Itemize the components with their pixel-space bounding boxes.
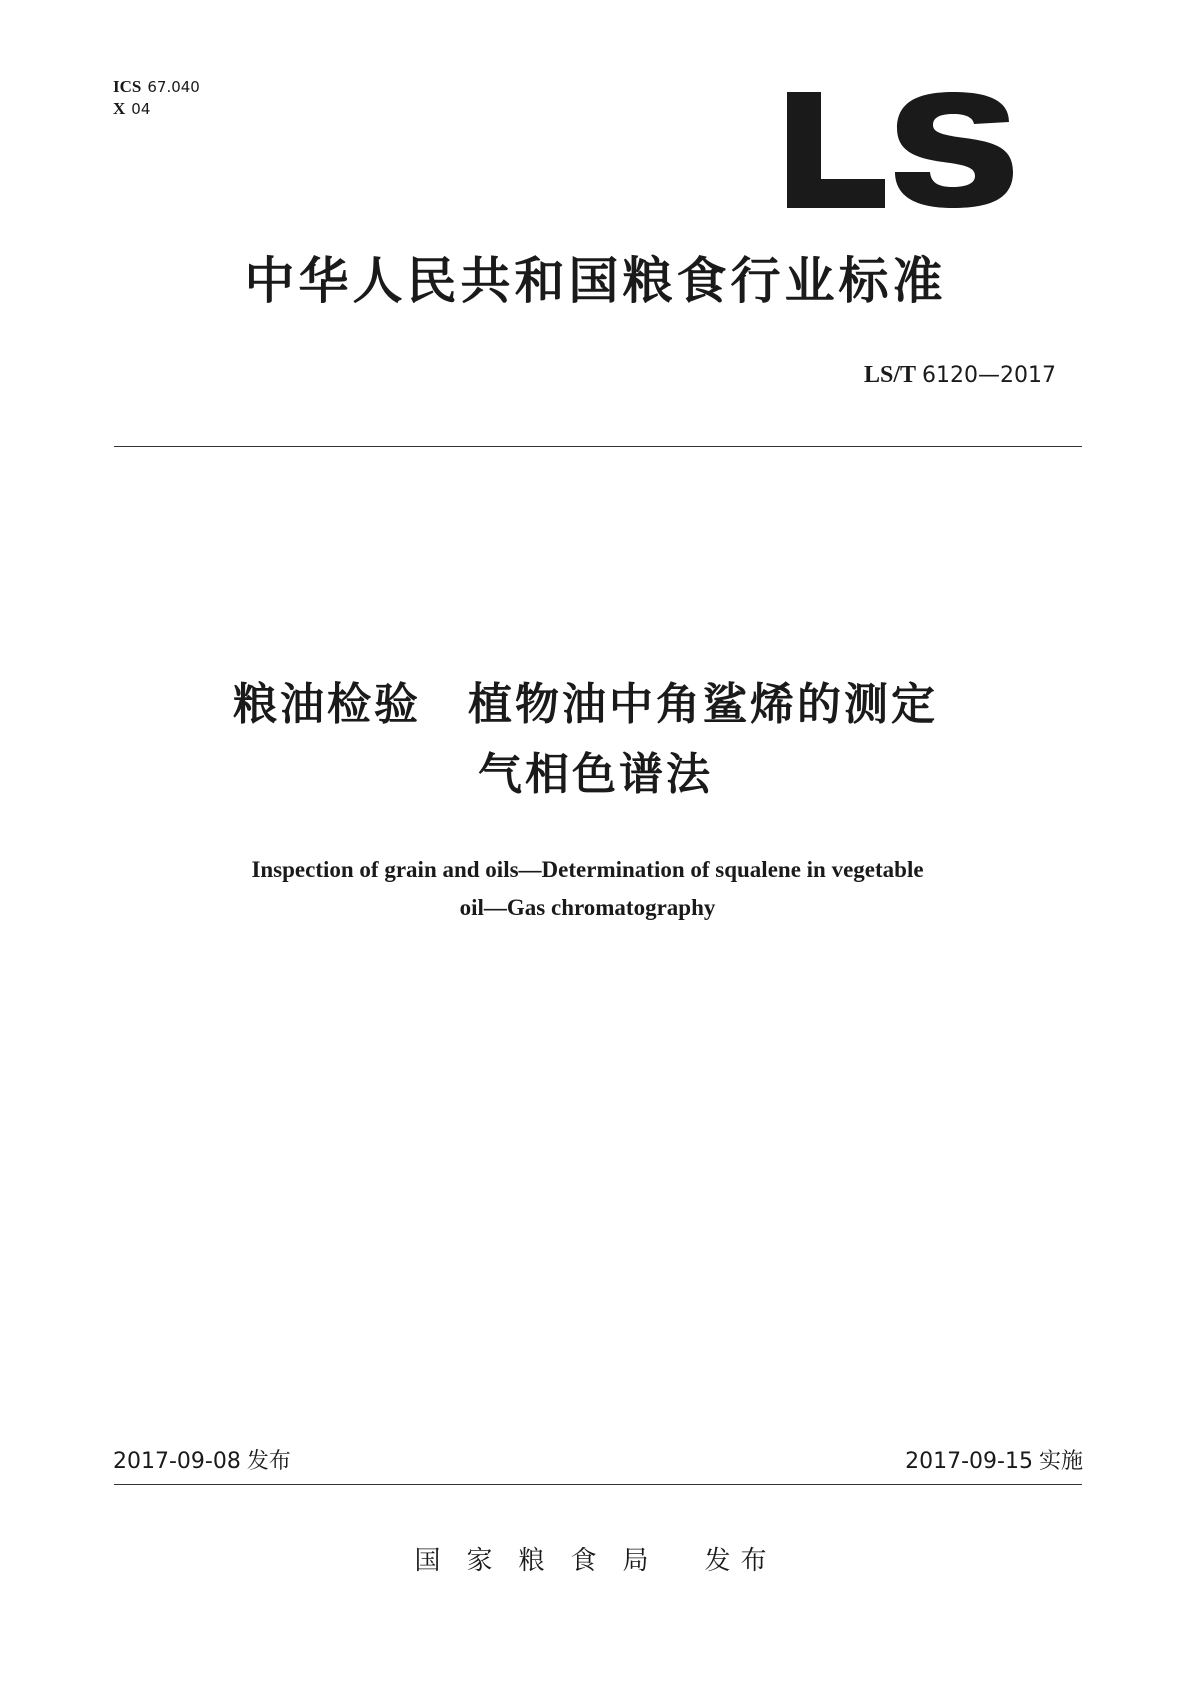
ics-code (113, 76, 200, 98)
implementation-date-value: 2017-09-15 (905, 1449, 1033, 1474)
publisher (0, 1540, 1191, 1577)
bottom-divider (114, 1484, 1082, 1485)
chinese-title-line-2: 气相色谱法 (478, 749, 713, 800)
ics-label: ICS (113, 77, 142, 96)
ccs-label: X (113, 99, 126, 118)
issue-date-value: 2017-09-08 (113, 1449, 241, 1474)
top-divider (114, 446, 1082, 447)
implementation-date-label: 实施 (1038, 1449, 1083, 1474)
ls-logo-letter-l (787, 92, 885, 208)
english-title-line-2: oil—Gas chromatography (459, 895, 716, 920)
standard-number-value: 6120—2017 (922, 363, 1056, 388)
implementation-date (905, 1444, 1083, 1475)
issue-date (113, 1444, 291, 1475)
issue-date-label: 发布 (246, 1449, 291, 1474)
publisher-name: 国家粮食局 (414, 1546, 675, 1576)
publisher-action: 发布 (704, 1546, 777, 1576)
standard-number (864, 362, 1056, 389)
ccs-code (113, 98, 200, 120)
ls-logo-letter-s (895, 92, 1013, 208)
standard-category-title: 中华人民共和国粮食行业标准 (244, 252, 947, 310)
classification-codes (113, 76, 200, 120)
ccs-value: 04 (131, 100, 151, 118)
chinese-title-line-1: 粮油检验 植物油中角鲨烯的测定 (233, 679, 938, 730)
standard-number-prefix: LS/T (863, 362, 917, 388)
ls-logo (783, 92, 1019, 208)
english-title-line-1: Inspection of grain and oils—Determination of squalene in vegetable (251, 857, 924, 882)
ics-value: 67.040 (147, 78, 200, 96)
